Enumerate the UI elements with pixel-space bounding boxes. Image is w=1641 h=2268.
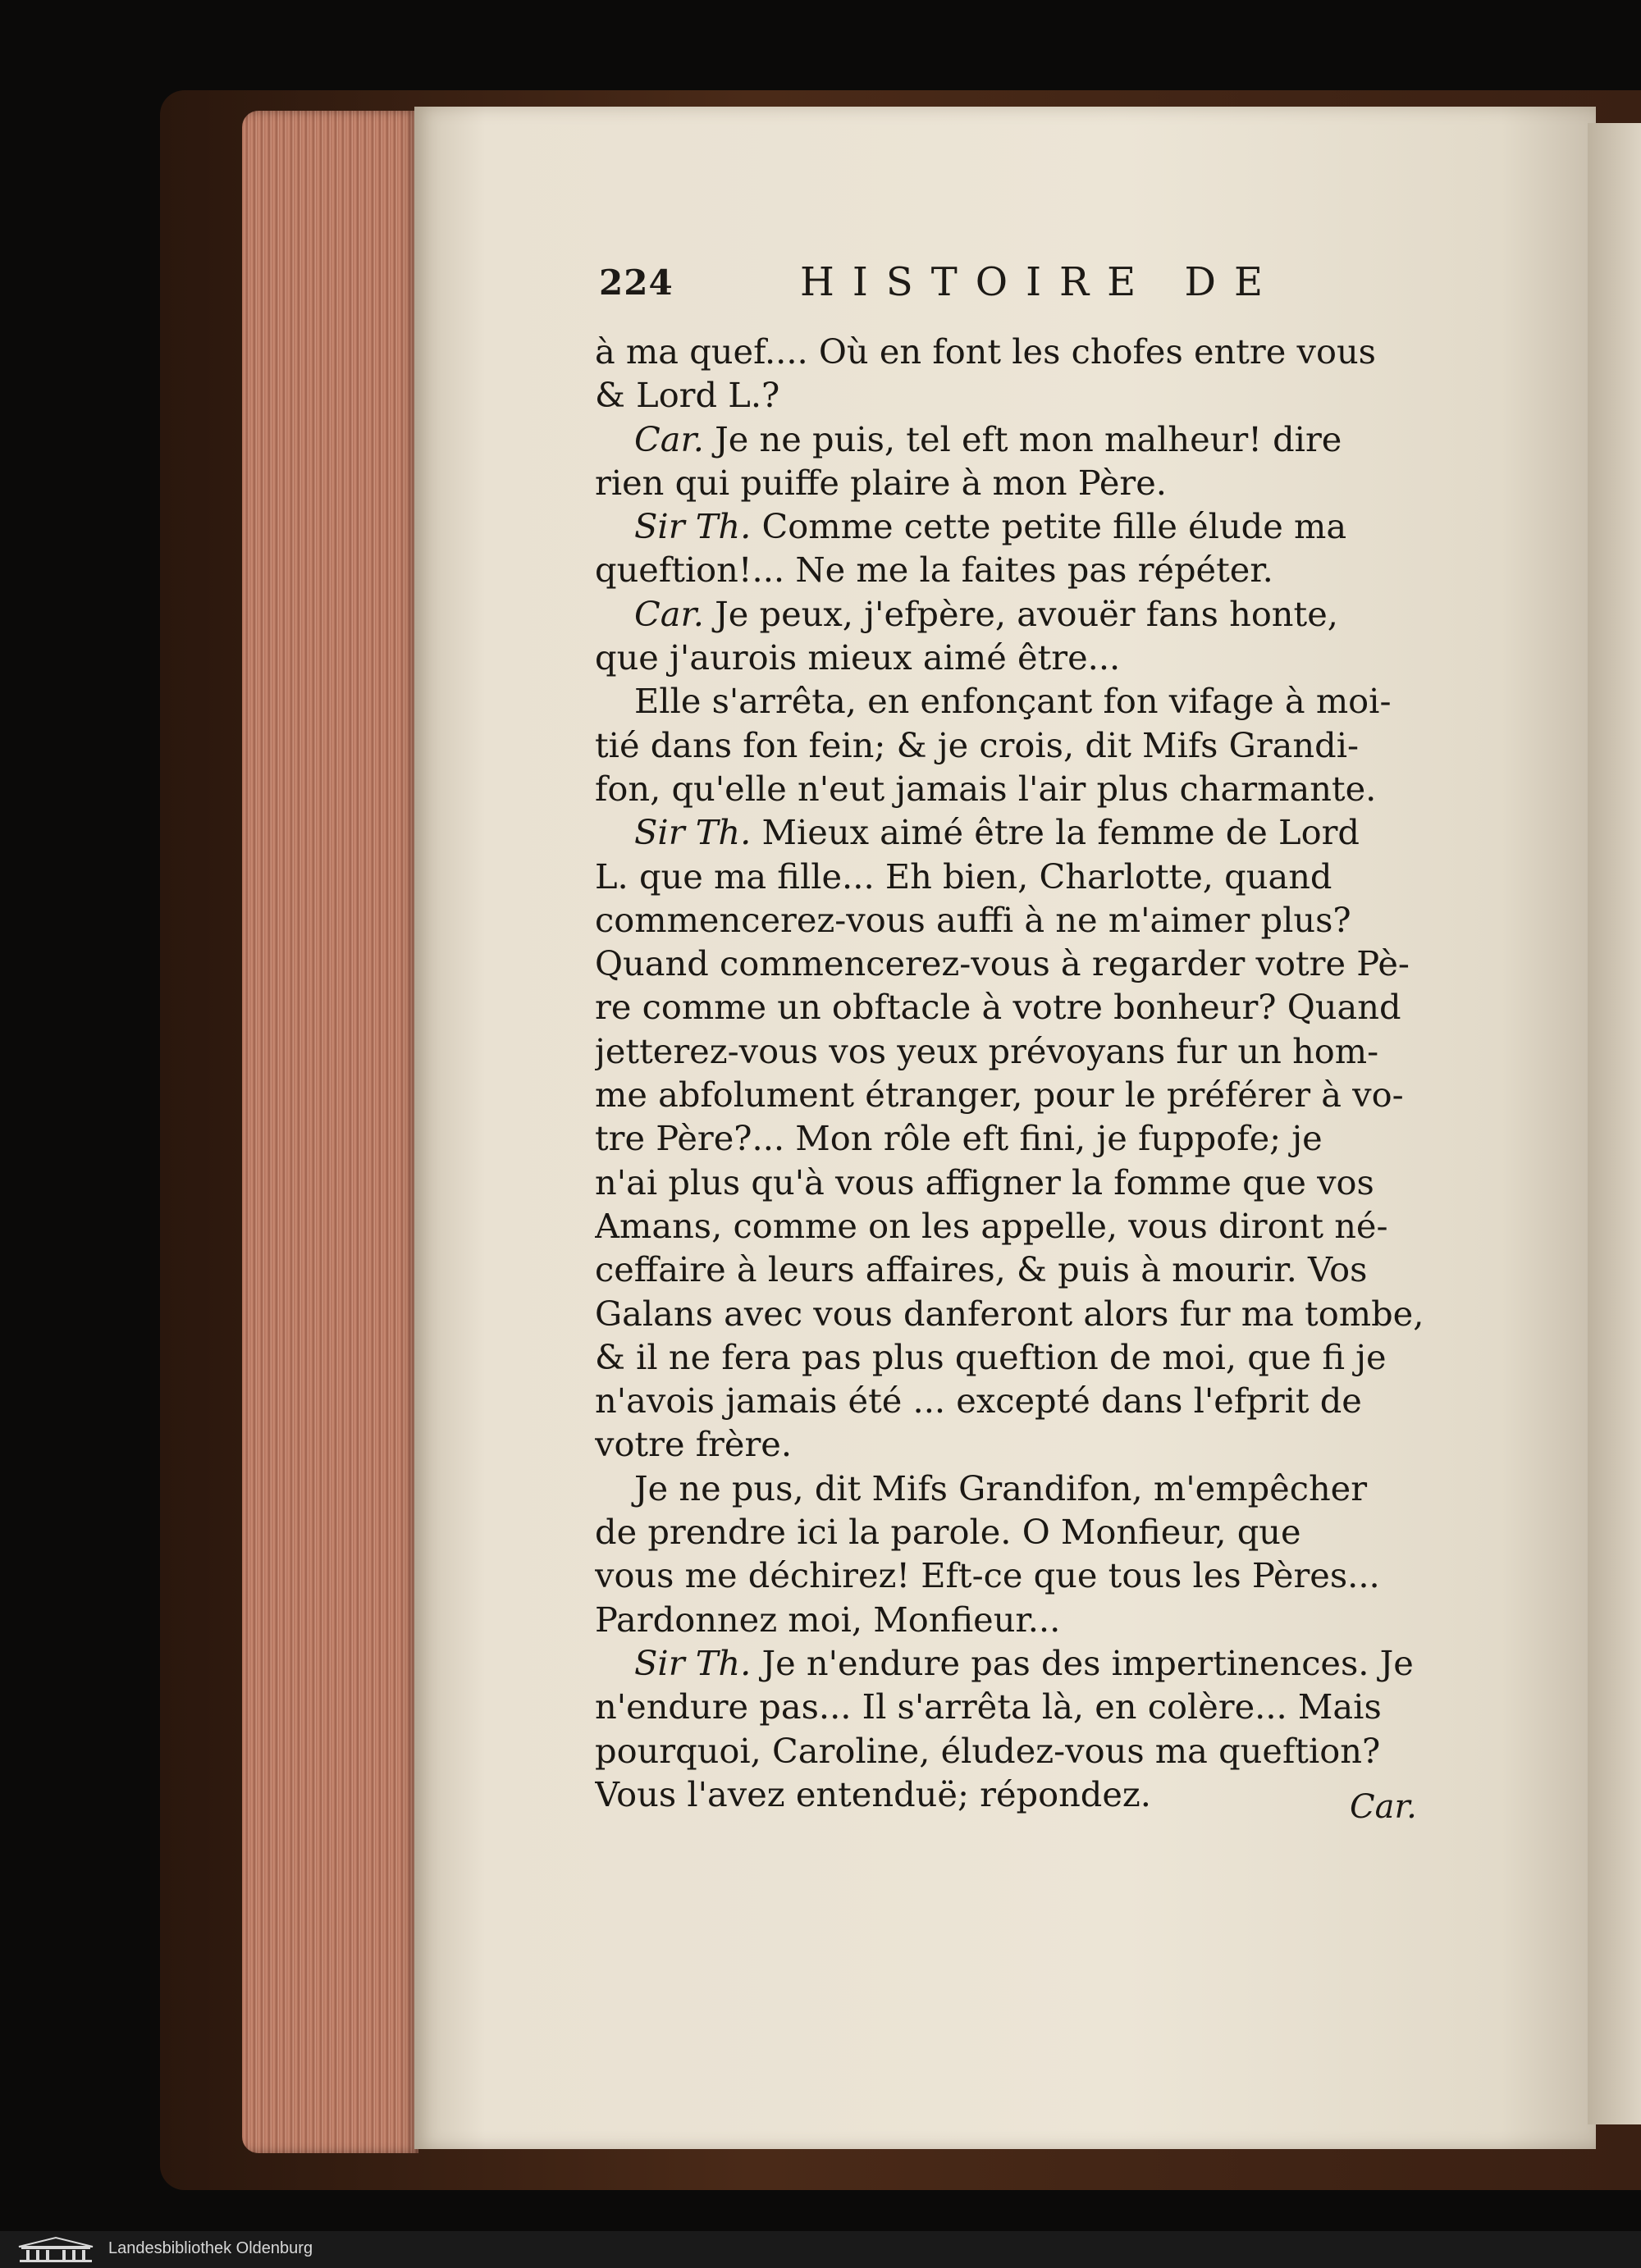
line-text: Mieux aimé être la femme de Lord bbox=[751, 812, 1360, 853]
line-text: Comme cette petite fille élude ma bbox=[751, 506, 1347, 547]
line-text: fon, qu'elle n'eut jamais l'air plus charmante. bbox=[595, 768, 1377, 809]
line-text: queftion!... Ne me la faites pas répéter. bbox=[595, 550, 1273, 591]
line-text: votre frère. bbox=[595, 1424, 793, 1465]
page-number: 224 bbox=[599, 262, 674, 303]
text-line bbox=[595, 985, 1440, 1029]
line-text: Galans avec vous danferont alors fur ma tombe, bbox=[595, 1293, 1424, 1334]
text-line bbox=[595, 1116, 1440, 1160]
line-text: ceffaire à leurs affaires, & puis à mourir. Vos bbox=[595, 1249, 1368, 1290]
text-line bbox=[595, 330, 1440, 373]
line-text: Je n'endure pas des impertinences. Je bbox=[751, 1642, 1414, 1683]
line-text: pourquoi, Caroline, éludez-vous ma queftion? bbox=[595, 1730, 1381, 1771]
text-line bbox=[595, 1554, 1440, 1597]
line-text: que j'aurois mieux aimé être... bbox=[595, 637, 1121, 678]
line-text: Pardonnez moi, Monfieur... bbox=[595, 1599, 1061, 1640]
text-line bbox=[595, 1773, 1440, 1816]
line-text: à ma quef.... Où en font les chofes entre vous bbox=[595, 331, 1376, 372]
text-line bbox=[595, 461, 1440, 504]
text-line bbox=[595, 898, 1440, 942]
line-text: n'avois jamais été ... excepté dans l'efprit de bbox=[595, 1380, 1362, 1421]
text-line bbox=[595, 767, 1440, 810]
line-text: Vous l'avez entenduë; répondez. bbox=[595, 1773, 1151, 1814]
text-line bbox=[595, 1292, 1440, 1335]
catchword: Car. bbox=[1350, 1788, 1417, 1826]
text-line bbox=[595, 1029, 1440, 1073]
text-line bbox=[595, 723, 1440, 767]
text-line bbox=[595, 418, 1440, 461]
library-name: Landesbibliothek Oldenburg bbox=[108, 2239, 313, 2257]
text-line bbox=[595, 942, 1440, 985]
line-text: vous me déchirez! Eft-ce que tous les Pères... bbox=[595, 1555, 1380, 1596]
line-text: L. que ma fille... Eh bien, Charlotte, quand bbox=[595, 856, 1332, 897]
line-text: me abfolument étranger, pour le préférer à vo- bbox=[595, 1075, 1404, 1116]
line-text: Je ne pus, dit Mifs Grandifon, m'empêcher bbox=[634, 1467, 1368, 1508]
text-line bbox=[595, 1685, 1440, 1728]
speaker-name: Car. bbox=[634, 418, 704, 459]
text-line bbox=[595, 592, 1440, 636]
line-text: Elle s'arrêta, en enfonçant fon vifage à moi- bbox=[634, 681, 1392, 722]
text-line bbox=[595, 373, 1440, 417]
text-line bbox=[595, 1729, 1440, 1773]
facing-page-edge bbox=[1588, 123, 1641, 2124]
text-line bbox=[595, 1422, 1440, 1466]
text-line bbox=[595, 1204, 1440, 1248]
line-text: de prendre ici la parole. O Monfieur, que bbox=[595, 1512, 1301, 1553]
text-line bbox=[595, 1598, 1440, 1641]
line-text: re comme un obftacle à votre bonheur? Quand bbox=[595, 987, 1401, 1028]
text-line bbox=[595, 1467, 1440, 1510]
line-text: Je ne puis, tel eft mon malheur! dire bbox=[703, 418, 1342, 459]
text-line bbox=[595, 1641, 1440, 1685]
line-text: n'endure pas... Il s'arrêta là, en colère... Mais bbox=[595, 1686, 1382, 1727]
text-line bbox=[595, 1073, 1440, 1116]
line-text: commencerez-vous auffi à ne m'aimer plus? bbox=[595, 899, 1351, 940]
text-line bbox=[595, 855, 1440, 898]
speaker-name: Sir Th. bbox=[634, 506, 752, 547]
line-text: & Lord L.? bbox=[595, 375, 780, 416]
line-text: Amans, comme on les appelle, vous diront né- bbox=[595, 1205, 1388, 1246]
line-text: & il ne fera pas plus queftion de moi, que fi je bbox=[595, 1336, 1387, 1377]
line-text: Quand commencerez-vous à regarder votre Pè- bbox=[595, 943, 1410, 984]
line-text: rien qui puiffe plaire à mon Père. bbox=[595, 462, 1167, 503]
line-text: n'ai plus qu'à vous affigner la fomme que vos bbox=[595, 1161, 1374, 1202]
text-line bbox=[595, 1335, 1440, 1379]
speaker-name: Sir Th. bbox=[634, 812, 752, 853]
library-building-icon bbox=[15, 2235, 97, 2263]
running-head bbox=[599, 259, 1444, 320]
footer-bar bbox=[0, 2231, 1641, 2268]
line-text: tre Père?... Mon rôle eft fini, je fuppofe; je bbox=[595, 1118, 1323, 1159]
text-line bbox=[595, 1510, 1440, 1554]
speaker-name: Car. bbox=[634, 593, 704, 634]
text-line bbox=[595, 1379, 1440, 1422]
text-line bbox=[595, 548, 1440, 591]
text-line bbox=[595, 504, 1440, 548]
body-text bbox=[595, 330, 1440, 1816]
line-text: Je peux, j'efpère, avouër fans honte, bbox=[703, 593, 1338, 634]
line-text: jetterez-vous vos yeux prévoyans fur un hom- bbox=[595, 1030, 1379, 1071]
text-line bbox=[595, 1248, 1440, 1291]
text-line bbox=[595, 636, 1440, 679]
page-edges bbox=[242, 111, 418, 2153]
line-text: tié dans fon fein; & je crois, dit Mifs Grandi- bbox=[595, 724, 1359, 765]
text-line bbox=[595, 679, 1440, 723]
text-line bbox=[595, 1161, 1440, 1204]
running-title: HISTOIRE DE bbox=[800, 259, 1281, 305]
speaker-name: Sir Th. bbox=[634, 1642, 752, 1683]
text-line bbox=[595, 810, 1440, 854]
